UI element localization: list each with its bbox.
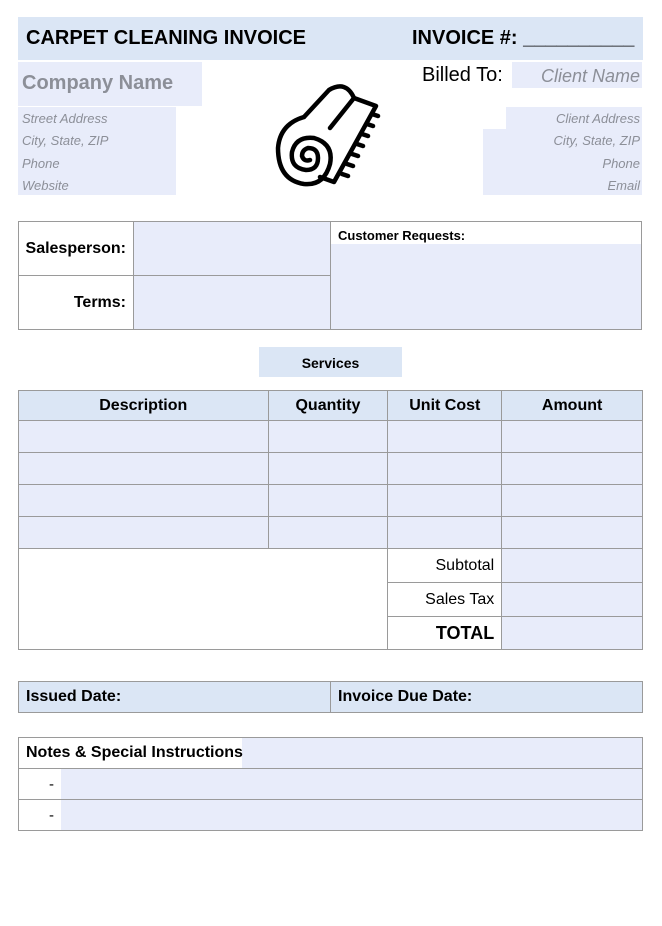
- amount-cell[interactable]: [502, 421, 643, 453]
- amount-cell[interactable]: [502, 453, 643, 485]
- invoice-number-label-text: INVOICE #:: [412, 27, 518, 49]
- quantity-cell[interactable]: [268, 485, 388, 517]
- services-title: Services: [301, 355, 360, 371]
- description-cell[interactable]: [19, 453, 269, 485]
- company-street[interactable]: Street Address: [22, 111, 108, 126]
- salesperson-label: Salesperson:: [25, 240, 126, 257]
- carpet-roll-icon: [274, 82, 386, 188]
- quantity-cell[interactable]: [268, 517, 388, 549]
- client-name: Client Name: [540, 66, 640, 86]
- amount-cell[interactable]: [502, 517, 643, 549]
- company-phone[interactable]: Phone: [22, 156, 60, 171]
- total-label: TOTAL: [388, 617, 502, 650]
- note-bullet-2: -: [49, 807, 54, 824]
- services-header-row: [19, 391, 643, 421]
- terms-label: Terms:: [73, 294, 126, 311]
- description-cell[interactable]: [19, 517, 269, 549]
- client-email[interactable]: Email: [607, 178, 640, 193]
- customer-requests-field[interactable]: [331, 244, 641, 329]
- notes-title: Notes & Special Instructions: [26, 744, 243, 761]
- note-field-2[interactable]: [61, 800, 642, 830]
- note-bullet-1: -: [49, 776, 54, 793]
- quantity-cell[interactable]: [268, 453, 388, 485]
- issued-date-label[interactable]: Issued Date:: [26, 688, 122, 705]
- billed-to-label: Billed To:: [422, 64, 503, 86]
- unit-cost-cell[interactable]: [388, 485, 502, 517]
- column-header-quantity: Quantity: [268, 391, 388, 421]
- invoice-number-field[interactable]: __________: [523, 27, 635, 49]
- totals-blank-area: [19, 549, 388, 650]
- sales-tax-value[interactable]: [502, 583, 643, 617]
- table-row: [19, 453, 643, 485]
- due-date-label[interactable]: Invoice Due Date:: [338, 688, 473, 705]
- salesperson-field[interactable]: [134, 222, 330, 275]
- note-field-1[interactable]: [61, 769, 642, 799]
- table-row: [19, 485, 643, 517]
- unit-cost-cell[interactable]: [388, 421, 502, 453]
- total-value[interactable]: [502, 617, 643, 650]
- company-website[interactable]: Website: [22, 178, 69, 193]
- column-header-amount: Amount: [502, 391, 643, 421]
- subtotal-value[interactable]: [502, 549, 643, 583]
- column-header-description: Description: [19, 391, 269, 421]
- subtotal-row: [19, 549, 643, 583]
- client-address[interactable]: Client Address: [555, 111, 640, 126]
- amount-cell[interactable]: [502, 485, 643, 517]
- subtotal-label: Subtotal: [388, 549, 502, 583]
- company-name: Company Name: [22, 72, 174, 94]
- company-city[interactable]: City, State, ZIP: [22, 133, 109, 148]
- unit-cost-cell[interactable]: [388, 517, 502, 549]
- description-cell[interactable]: [19, 485, 269, 517]
- quantity-cell[interactable]: [268, 421, 388, 453]
- customer-requests-label: Customer Requests:: [338, 228, 466, 243]
- invoice-number-label: [412, 27, 634, 50]
- services-table: [18, 390, 643, 650]
- table-row: [19, 421, 643, 453]
- unit-cost-cell[interactable]: [388, 453, 502, 485]
- invoice-title: CARPET CLEANING INVOICE: [26, 27, 307, 49]
- column-header-unit-cost: Unit Cost: [388, 391, 502, 421]
- terms-field[interactable]: [134, 276, 330, 329]
- dates-divider: [330, 681, 331, 713]
- client-city[interactable]: City, State, ZIP: [553, 133, 640, 148]
- sales-tax-label: Sales Tax: [388, 583, 502, 617]
- notes-title-fill: [242, 738, 642, 768]
- description-cell[interactable]: [19, 421, 269, 453]
- table-row: [19, 517, 643, 549]
- client-phone[interactable]: Phone: [602, 156, 640, 171]
